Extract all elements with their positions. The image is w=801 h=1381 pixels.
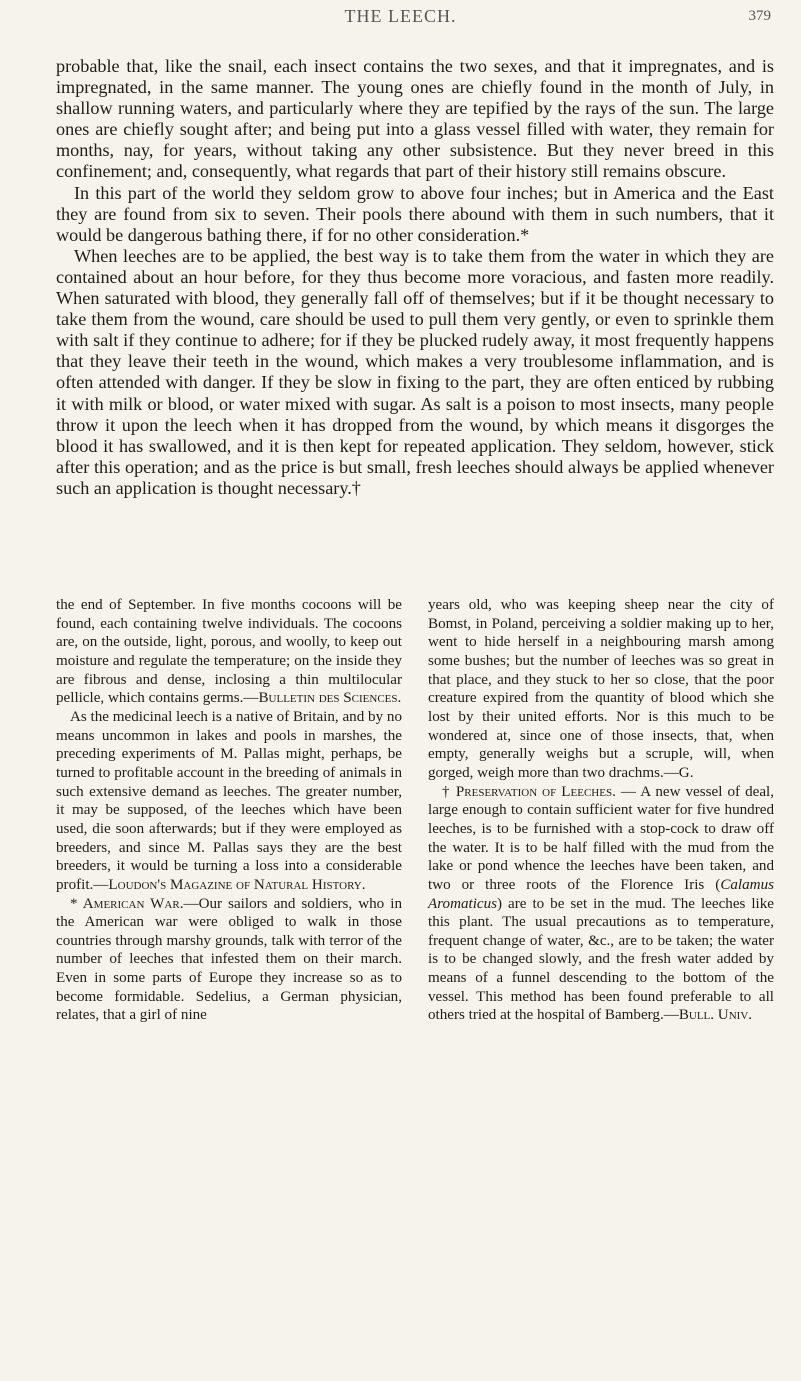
running-title: THE LEECH. (344, 6, 457, 26)
footnote-preservation-text-a: — A new vessel of deal, large enough to contain sufficient water for five hundred leeches, is to be furnished with a stop-cock to draw off the water. It is to be half filled with the mud from the lake or pond whence the leeches have been taken, and two or three roots of the Florence Iris ( (428, 783, 774, 893)
footnotes (56, 596, 774, 1366)
footnote-cocoons (56, 596, 402, 708)
footnote-cocoons-source: Bulletin des Sciences. (258, 690, 402, 707)
footnote-breeding-source: Loudon's Magazine of Natural History. (108, 876, 366, 893)
footnote-preservation-heading: † Preservation of Leeches. (442, 783, 616, 800)
main-text (56, 56, 774, 499)
running-header (0, 0, 801, 40)
footnote-american-war-text: —Our sailors and soldiers, who in the American war were obliged to walk in those countries through marshy grounds, talk with terror of the number of leeches that infested them on their march. Even in some parts of Europe they increase so as to become formidable. Sedelius, a German physician, relates, that a girl of nine (56, 895, 402, 1024)
footnote-cocoons-text: the end of September. In five months cocoons will be found, each containing twelve individuals. The cocoons are, on the outside, light, porous, and woolly, to keep out moisture and regulate the temperature; on the inside they are fibrous and dense, inclosing a thin multilocular pellicle, which contains germs.— (56, 597, 402, 707)
footnote-preservation-source: Bull. Univ. (678, 1007, 753, 1024)
footnote-preservation-latin: Calamus Aromaticus (428, 876, 774, 912)
footnote-breeding-text: As the medicinal leech is a native of Britain, and by no means uncommon in lakes and pools in marshes, the preceding experiments of M. Pallas might, perhaps, be turned to profitable account in the breeding of animals in such extensive demand as leeches. The greater number, it may be supposed, of the leeches which have been used, die soon afterwards; but if they were employed as breeders, and since M. Pallas says they are the best breeders, it would be turning a loss into a considerable profit.— (56, 708, 402, 893)
footnote-american-war-heading: * American War. (70, 895, 184, 912)
footnote-column-left (56, 596, 402, 1025)
footnote-breeding (56, 708, 402, 895)
footnote-american-war-continued: years old, who was keeping sheep near the city of Bomst, in Poland, perceiving a soldier making up to her, went to hide herself in a neighbouring marsh among some bushes; but the number of leeches was so great in that place, and they stuck to her so close, that the poor creature expired from the quantity of blood which she lost by their united efforts. Nor is this much to be wondered at, since one of those insects, that, when empty, generally weighs but a scruple, will, when gorged, weigh more than two drachms.—G. (428, 597, 774, 781)
footnote-preservation (428, 783, 774, 1026)
footnote-column-right (428, 596, 774, 1025)
footnote-preservation-text-b: ) are to be set in the mud. The leeches like this plant. The usual precautions as to temperature, frequent change of water, &c., are to be taken; the water is to be changed slowly, and the fresh water added by means of a funnel descending to the bottom of the vessel. This method has been found preferable to all others tried at the hospital of Bamberg.— (428, 895, 774, 1024)
footnote-american-war (56, 895, 402, 1026)
page-number: 379 (748, 8, 771, 24)
main-paragraph-3: When leeches are to be applied, the best way is to take them from the water in which they are contained about an hour before, for they thus become more voracious, and fasten more readily. When saturated with blood, they generally fall off of themselves; but if it be thought necessary to take them from the wound, care should be used to pull them very gently, or even to sprinkle them with salt if they continue to adhere; for if they be plucked rudely away, it most frequently happens that they leave their teeth in the wound, which makes a very troublesome inflammation, and is often attended with danger. If they be slow in fixing to the part, they are often enticed by rubbing it with milk or blood, or water mixed with sugar. As salt is a poison to most insects, many people throw it upon the leech when it has dropped from the wound, by which means it disgorges the blood it has swallowed, and it is then kept for repeated application. They seldom, however, stick after this operation; and as the price is but small, fresh leeches should always be applied whenever such an application is thought necessary.† (56, 245, 774, 498)
main-paragraph-2: In this part of the world they seldom grow to above four inches; but in America and the East they are found from six to seven. Their pools there abound with them in such numbers, that it would be dangerous bathing there, if for no other consideration.* (56, 182, 774, 245)
main-paragraph-1: probable that, like the snail, each insect contains the two sexes, and that it impregnates, and is impregnated, in the same manner. The young ones are chiefly found in the month of July, in shallow running waters, and particularly where they are tepified by the rays of the sun. The large ones are chiefly sought after; and being put into a glass vessel filled with water, they remain for months, nay, for years, without taking any other subsistence. But they never breed in this confinement; and, consequently, what regards that part of their history still remains obscure. (56, 56, 774, 182)
